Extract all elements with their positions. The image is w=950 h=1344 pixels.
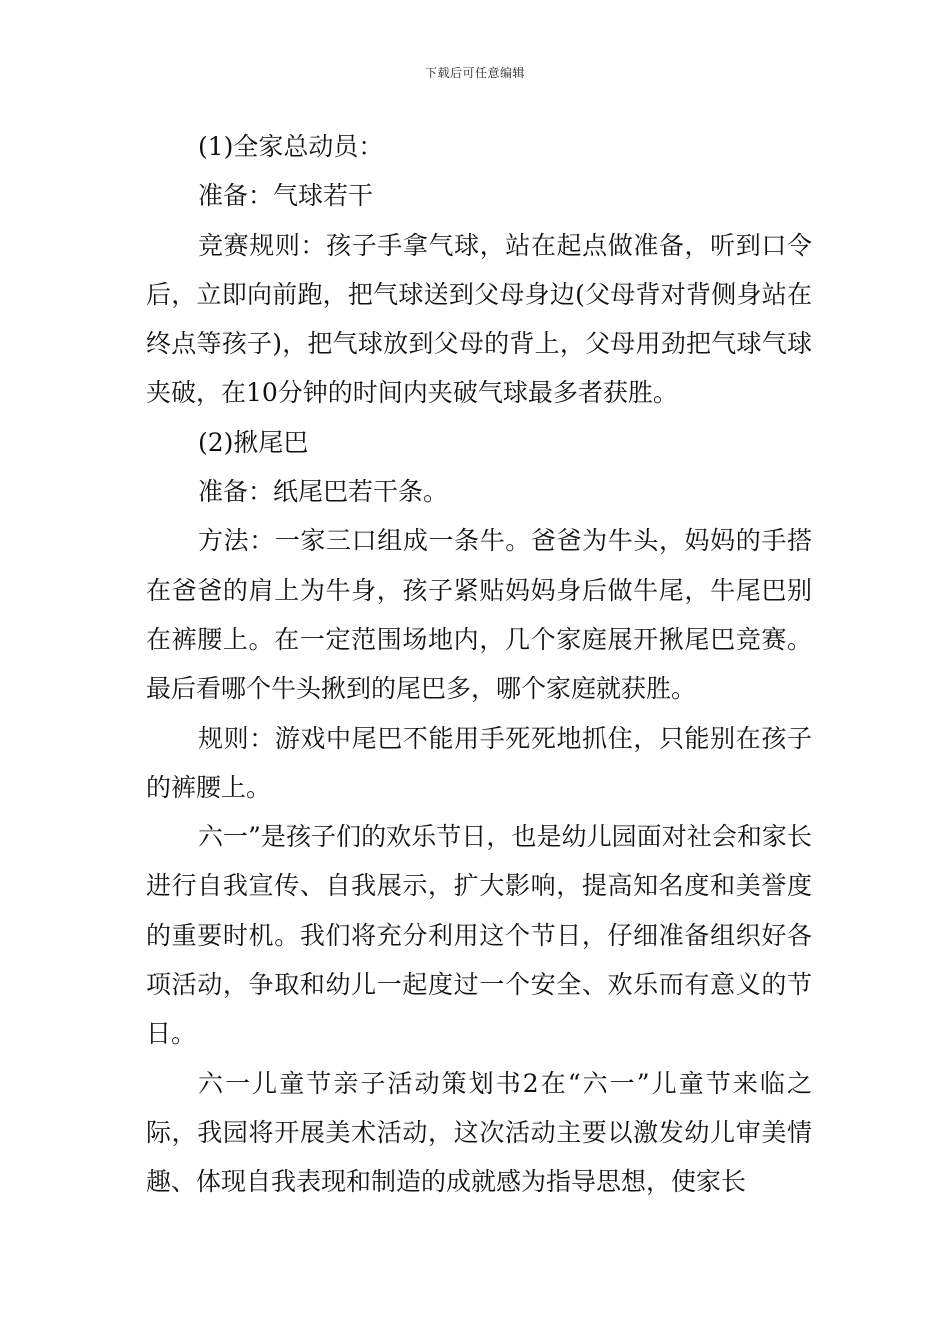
- paragraph-tail-preparation: 准备：纸尾巴若干条。: [198, 477, 449, 507]
- document-body: [146, 122, 812, 1207]
- paragraph-tail-rules: 规则：游戏中尾巴不能用手死死地抓住，只能别在孩子的裤腰上。: [146, 723, 812, 802]
- paragraph-balloon-preparation: 准备：气球若干: [198, 181, 374, 211]
- paragraph-plan-2-intro: 六一儿童节亲子活动策划书2在“六一”儿童节来临之际，我园将开展美术活动，这次活动主要以激发幼儿审美情趣、体现自我表现和制造的成就感为指导思想，使家长: [146, 1068, 812, 1197]
- header-note: 下载后可任意编辑: [424, 66, 525, 80]
- paragraph-tail-game-title: (2)揪尾巴: [198, 427, 309, 457]
- paragraph-balloon-rules: 竞赛规则：孩子手拿气球，站在起点做准备，听到口令后，立即向前跑，把气球送到父母身边(父母背对背侧身站在终点等孩子)，把气球放到父母的背上，父母用劲把气球气球夹破，在10分钟的时间内夹破气球最多者获胜。: [146, 230, 812, 408]
- paragraph-tail-method: 方法：一家三口组成一条牛。爸爸为牛头，妈妈的手搭在爸爸的肩上为牛身，孩子紧贴妈妈身后做牛尾，牛尾巴别在裤腰上。在一定范围场地内，几个家庭展开揪尾巴竞赛。最后看哪个牛头揪到的尾巴多，哪个家庭就获胜。: [146, 526, 812, 704]
- paragraph-childrens-day-purpose: 六一”是孩子们的欢乐节日，也是幼儿园面对社会和家长进行自我宣传、自我展示，扩大影响，提高知名度和美誉度的重要时机。我们将充分利用这个节日，仔细准备组织好各项活动，争取和幼儿一起度过一个安全、欢乐而有意义的节日。: [146, 822, 812, 1049]
- paragraph-family-mobilization-title: (1)全家总动员：: [198, 132, 384, 161]
